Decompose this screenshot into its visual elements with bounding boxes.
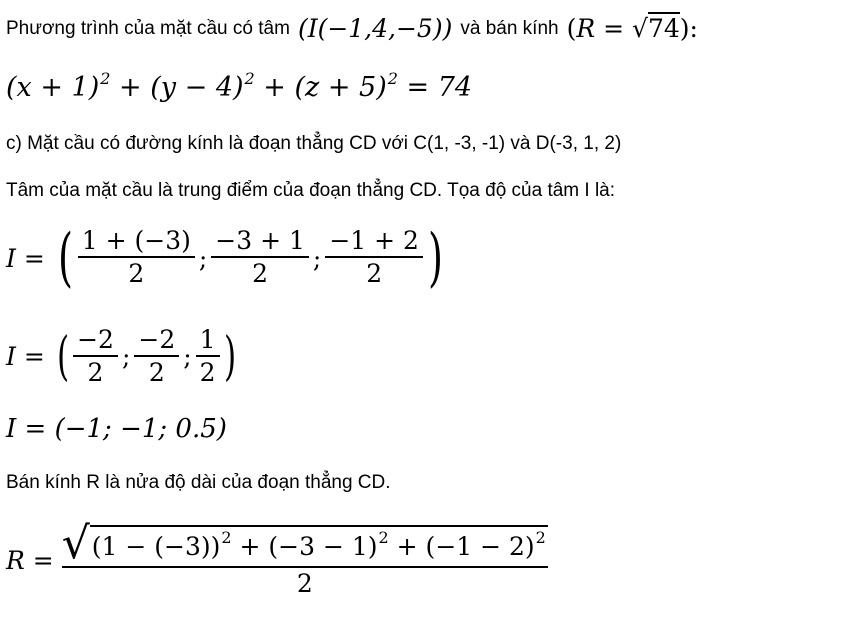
step1-open-paren: ( — [57, 221, 73, 295]
eq-exp-2: 2 — [244, 69, 255, 88]
radius-eq: = — [595, 14, 633, 43]
eq-term-3: + (z + 5) — [254, 72, 387, 103]
sqrt-icon: √ — [632, 14, 648, 43]
big-sqrt-icon: √ — [61, 518, 90, 569]
center-step-1 — [6, 221, 448, 295]
line-center-radius — [6, 14, 698, 43]
radius-val: 74 — [647, 14, 680, 43]
radius-frac — [61, 518, 548, 599]
part-c-heading: c) Mặt cầu có đường kính là đoạn thẳng CD với C(1, -3, -1) và D(-3, 1, 2) — [6, 133, 622, 154]
step1-f2-den: 2 — [252, 259, 269, 288]
step2-sep-2: ; — [183, 342, 192, 372]
step2-f1-den: 2 — [87, 357, 104, 387]
step2-f3-den: 2 — [199, 357, 216, 387]
step2-sep-1: ; — [121, 342, 131, 372]
radicand-exp-1: 2 — [221, 527, 232, 547]
radius-var: R — [576, 14, 596, 43]
radicand-exp-3: 2 — [535, 527, 546, 547]
eq-exp-3: 2 — [387, 69, 398, 88]
radicand-term-3: + (−1 − 2) — [388, 531, 535, 561]
line1-radius-expr — [567, 14, 698, 43]
eq-exp-1: 2 — [100, 69, 111, 88]
step1-frac-2 — [211, 227, 309, 289]
step1-sep-1: ; — [198, 243, 208, 273]
center-intro: Tâm của mặt cầu là trung điểm của đoạn thẳng CD. Tọa độ của tâm I là: — [6, 180, 616, 201]
eq-term-4: = 74 — [397, 72, 473, 103]
step1-sep-2: ; — [312, 243, 322, 273]
radicand-exp-2: 2 — [378, 527, 389, 547]
step1-f1-den: 2 — [128, 259, 145, 288]
step2-frac-3 — [196, 326, 220, 388]
center-value: (I(−1,4,−5)) — [297, 14, 453, 43]
radius-close: ): — [679, 14, 698, 43]
radius-formula — [6, 518, 548, 599]
line1-center-expr — [298, 14, 452, 43]
radicand — [90, 525, 548, 564]
step2-close-paren: ) — [223, 326, 236, 387]
step2-frac-2 — [134, 326, 179, 388]
radius-lhs: R = — [6, 545, 54, 575]
line1-text-a: Phương trình của mặt cầu có tâm — [6, 17, 290, 39]
step2-f2-num: −2 — [134, 326, 179, 357]
step1-f3-num: −1 + 2 — [325, 227, 423, 258]
eq-term-2: + (y − 4) — [110, 72, 244, 103]
step1-lhs: I = — [6, 243, 45, 273]
step2-f1-num: −2 — [73, 326, 118, 357]
step2-open-paren: ( — [56, 326, 70, 387]
step1-frac-3 — [325, 227, 423, 289]
step2-lhs: I = — [6, 342, 45, 372]
eq-term-1: (x + 1) — [6, 72, 100, 103]
step2-f2-den: 2 — [148, 357, 165, 387]
step2-frac-1 — [73, 326, 118, 388]
center-step-2 — [6, 326, 240, 388]
radius-intro: Bán kính R là nửa độ dài của đoạn thẳng CD. — [6, 472, 391, 493]
radius-open-paren: ( — [566, 14, 577, 43]
step1-f1-num: 1 + (−3) — [78, 227, 195, 258]
radius-denominator: 2 — [296, 569, 313, 598]
step1-close-paren: ) — [427, 221, 443, 295]
sphere-equation — [6, 69, 473, 103]
step1-frac-1 — [78, 227, 195, 289]
step1-f3-den: 2 — [366, 259, 383, 288]
radicand-term-1: (1 − (−3)) — [91, 531, 221, 561]
line1-text-b: và bán kính — [460, 17, 559, 39]
step2-f3-num: 1 — [196, 326, 220, 357]
step1-f2-num: −3 + 1 — [211, 227, 309, 258]
center-result: I = (−1; −1; 0.5) — [6, 414, 227, 444]
radicand-term-2: + (−3 − 1) — [231, 531, 378, 561]
radius-numerator — [61, 518, 548, 569]
